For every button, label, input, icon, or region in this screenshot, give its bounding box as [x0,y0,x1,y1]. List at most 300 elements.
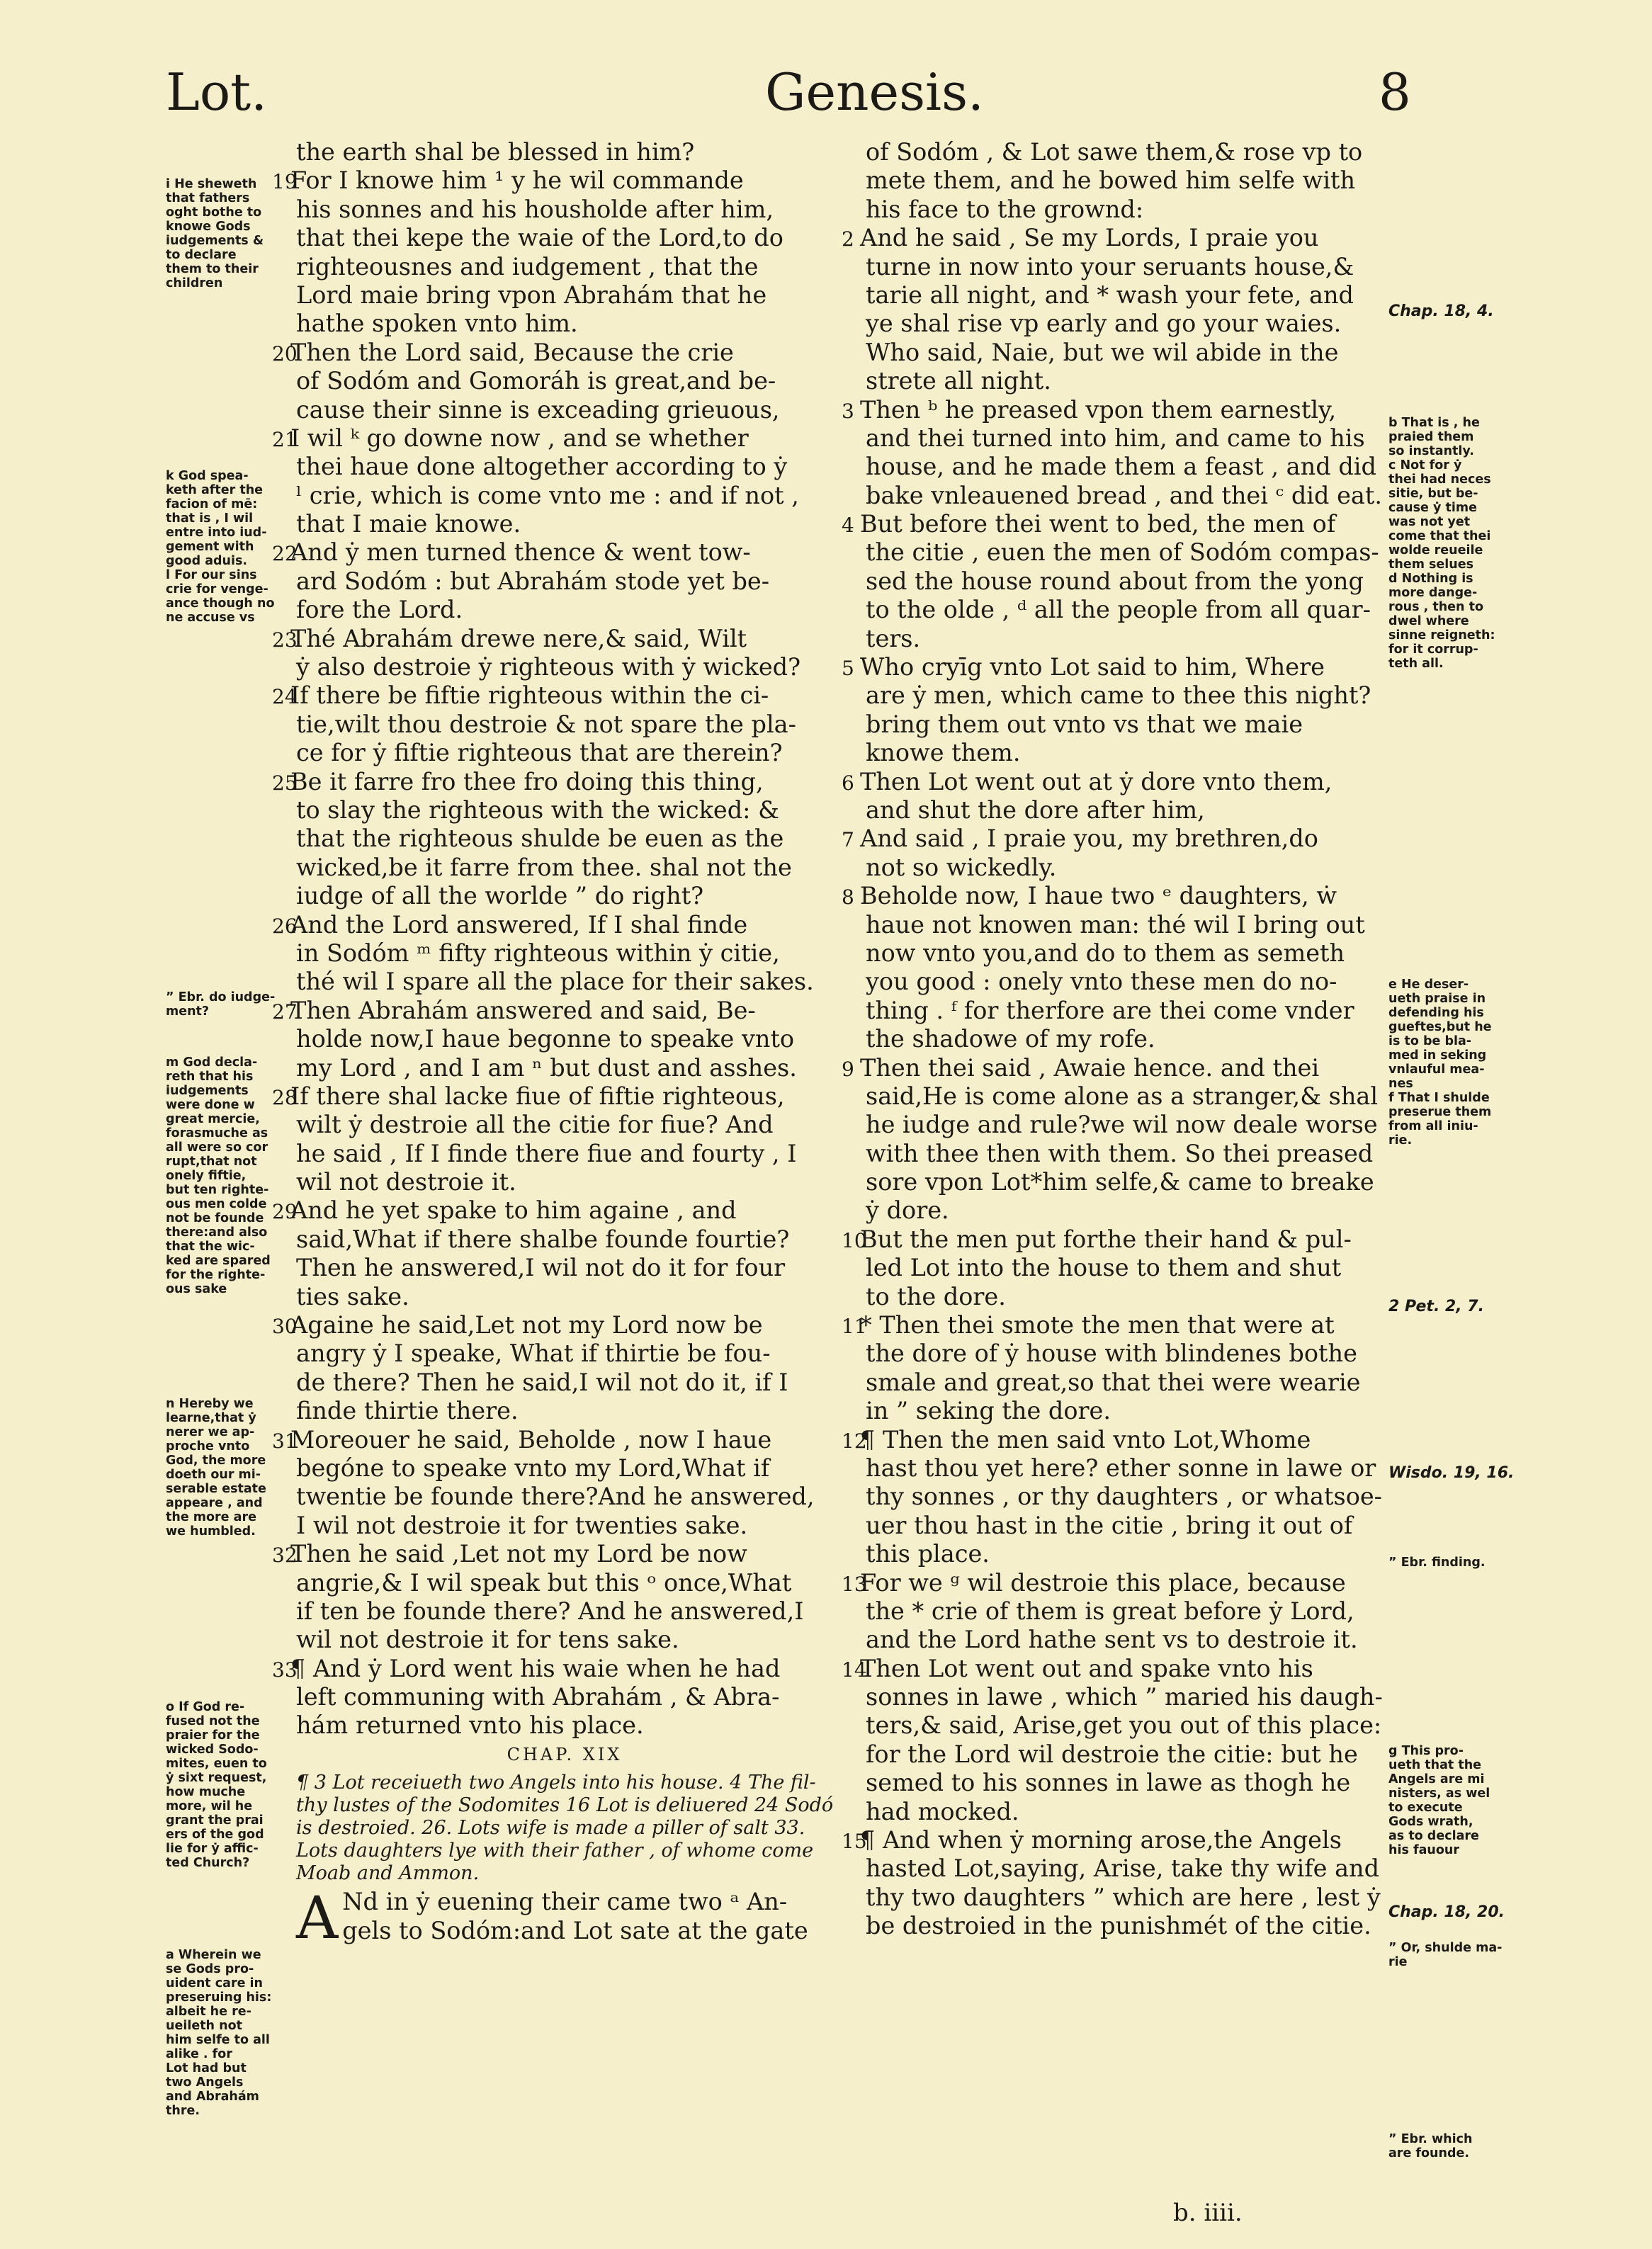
text-line [866,796,1387,825]
verse-text: that thei kepe the waie of the Lord,to do [296,224,783,252]
verse-text: Then Lot went out and spake vnto his [860,1654,1313,1682]
text-line [296,453,833,481]
text-line [866,310,1387,338]
verse-text: uer thou hast in the citie , bring it out of [866,1511,1353,1539]
verse-text: and the Lord hathe sent vs to destroie it. [866,1626,1358,1654]
text-line [866,596,1387,624]
text-line [296,196,833,224]
text-line [842,653,1387,681]
left-margin-note: n Hereby we learne,that ẏ nerer we ap- proche vnto God, the more doeth our mi- serable estate appeare , and the more are we humbled. [166,1397,266,1539]
text-line [866,1283,1387,1311]
right-margin-note: b That is , he praied them so instantly. c Not for ẏ thei had neces sitie, but be- cause ẏ time was not yet come that thei wolde reueile them selues d Nothing is more dange- rous , then to dwel where sinne reigneth: for it corrup- teth all. [1388,416,1495,671]
verse-text: the earth shal be blessed in him? [296,138,695,166]
left-margin-note: o If God re- fused not the praier for the wicked Sodo- mites, euen to ẏ sixt request, how muche more, wil he grant the prai ers of the god lie for ẏ affic- ted Church? [166,1700,267,1870]
text-line [866,1883,1387,1912]
verse-text: angry ẏ I speake, What if thirtie be fou- [296,1339,771,1368]
text-line [866,482,1387,510]
text-line [866,1912,1387,1940]
verse-text: you good : onely vnto these men do no- [866,968,1337,996]
text-line [296,1483,833,1511]
verse-text: house, and he made them a feast , and did [866,453,1376,481]
text-line [842,395,1387,424]
chapter-opening [296,1885,833,1953]
verse-text: Moreouer he said, Beholde , now I haue [290,1425,772,1454]
right-margin-note: Chap. 18, 4. [1388,302,1494,320]
verse-number: 2 [842,227,854,251]
verse-text: Who said, Naie, but we wil abide in the [866,338,1339,366]
right-margin-note: ” Or, shulde ma- rie [1388,1941,1503,1969]
chapter-heading: CHAP. XIX [507,1744,623,1764]
text-line [866,196,1387,224]
text-line [296,1597,833,1626]
text-line [866,1626,1387,1654]
verse-text: ce for ẏ fiftie righteous that are therein? [296,739,783,767]
text-line [866,1196,1387,1225]
verse-text: for the Lord wil destroie the citie: but he [866,1740,1358,1768]
verse-text: my Lord , and I am ⁿ but dust and asshes. [296,1053,797,1082]
right-margin-note: ” Ebr. which are founde. [1388,2132,1473,2160]
verse-number: 12 [842,1429,867,1453]
text-line [866,1512,1387,1540]
text-line [866,281,1387,310]
verse-text: Beholde now, I haue two ᵉ daughters, ẇ [860,882,1337,910]
text-line [296,396,833,424]
verse-text: For we ᵍ wil destroie this place, because [860,1568,1346,1597]
text-line [866,1540,1387,1568]
text-line [296,1626,833,1654]
verse-text: thy two daughters ” which are here , lest ẏ [866,1883,1381,1911]
verse-text: ye shal rise vp early and go your waies. [866,310,1342,338]
text-line [272,424,833,453]
verse-text: wilt ẏ destroie all the citie for fiue? And [296,1111,774,1139]
verse-number: 22 [272,542,298,566]
verse-text: ard Sodóm : but Abrahám stode yet be- [296,567,770,595]
text-line [296,1512,833,1540]
verse-text: ˡ crie, which is come vnto me : and if not , [296,481,799,509]
verse-number: 26 [272,914,298,938]
verse-number: 28 [272,1085,298,1109]
verse-text: Then Lot went out at ẏ dore vnto them, [860,767,1333,795]
text-line [296,1140,833,1168]
verse-text: begóne to speake vnto my Lord,What if [296,1454,770,1482]
text-line [272,624,833,653]
text-line [296,367,833,395]
verse-text: If there shal lacke fiue of fiftie righteous, [290,1082,785,1110]
text-line [296,968,833,996]
text-line [272,1425,833,1454]
text-line [272,1540,833,1568]
text-line [866,253,1387,281]
verse-text: are ẏ men, which came to thee this night? [866,681,1371,710]
verse-text: I wil not destroie it for twenties sake. [296,1511,748,1539]
text-line [296,1683,833,1711]
right-margin-note: Wisdo. 19, 16. [1388,1464,1515,1482]
verse-number: 11 [842,1315,867,1339]
left-margin-note: ” Ebr. do iudge- ment? [166,990,276,1019]
verse-text: If there be fiftie righteous within the ci- [290,681,769,710]
verse-text: holde now,I haue begonne to speake vnto [296,1025,795,1053]
text-line [296,1283,833,1311]
verse-number: 20 [272,341,298,366]
verse-number: 21 [272,427,298,451]
verse-text: to slay the righteous with the wicked: & [296,795,779,824]
text-line [842,1568,1387,1597]
verse-text: and shut the dore after him, [866,795,1205,824]
verse-text: Thé Abrahám drewe nere,& said, Wilt [290,624,747,652]
text-line [866,1740,1387,1769]
text-line [296,1397,833,1425]
text-line [866,1111,1387,1139]
verse-text: of Sodóm and Gomoráh is great,and be- [296,367,776,395]
verse-text: Then he said ,Let not my Lord be now [290,1540,747,1568]
text-line [272,767,833,796]
text-line [842,1311,1387,1339]
text-line [866,567,1387,596]
verse-text: that I maie knowe. [296,510,521,538]
verse-number: 24 [272,685,298,709]
text-line [866,1798,1387,1826]
text-line [866,1339,1387,1368]
verse-text: Then he answered,I wil not do it for four [296,1254,786,1282]
text-line [272,1311,833,1339]
chapter-summary-line: Moab and Ammon. [296,1862,480,1885]
text-line [296,739,833,767]
verse-text: to the dore. [866,1282,1006,1310]
text-line [866,1711,1387,1740]
verse-text: tie,wilt thou destroie & not spare the pla- [296,710,796,738]
verse-number: 9 [842,1057,854,1081]
text-line [272,996,833,1025]
verse-text: that the righteous shulde be euen as the [296,825,784,853]
verse-text: sonnes in lawe , which ” maried his daugh- [866,1683,1383,1711]
right-margin-note: e He deser- ueth praise in defending his gueftes,but he is to be bla- med in seking vnlauful mea- nes f That I shulde preserue them from all iniu- rie. [1388,978,1492,1148]
verse-text: smale and great,so that thei were wearie [866,1368,1361,1396]
text-line [296,138,833,166]
verse-text: ¶ Then the men said vnto Lot,Whome [860,1425,1311,1454]
verse-text: the dore of ẏ house with blindenes bothe [866,1339,1357,1368]
text-line [866,1082,1387,1111]
verse-text: Be it farre fro thee fro doing this thing, [290,767,764,795]
verse-text: said,What if there shalbe founde fourtie? [296,1225,790,1253]
verse-text: And the Lord answered, If I shal finde [290,910,748,939]
text-line [296,596,833,624]
text-line [842,1425,1387,1454]
running-head-left: Lot. [166,62,267,122]
chapter-summary-line: Lots daughters lye with their father , of whome come [296,1840,814,1862]
verse-text: knowe them. [866,739,1021,767]
verse-text: mete them, and he bowed him selfe with [866,166,1356,195]
verse-text: thé wil I spare all the place for their sakes. [296,968,814,996]
text-line [866,1168,1387,1196]
verse-text: But before thei went to bed, the men of [860,510,1336,538]
text-line [842,1654,1387,1683]
text-line: gels to Sodóm:and Lot sate at the gate [342,1916,808,1944]
verse-text: sed the house round about from the yong [866,567,1364,595]
verse-number: 15 [842,1830,867,1854]
text-line [866,1454,1387,1483]
text-line [272,681,833,710]
verse-text: his sonnes and his housholde after him, [296,195,774,223]
text-line [296,1111,833,1139]
verse-text: thing . ᶠ for therfore are thei come vnder [866,996,1354,1024]
text-line [296,1569,833,1597]
verse-number: 6 [842,771,854,795]
text-line [866,1769,1387,1797]
text-line [296,310,833,338]
text-line [866,1397,1387,1425]
verse-text: and thei turned into him, and came to his [866,424,1365,452]
text-line [842,882,1387,910]
text-line [866,939,1387,968]
right-margin-note: 2 Pet. 2, 7. [1388,1298,1484,1315]
text-line [296,1711,833,1740]
verse-text: wil not destroie it for tens sake. [296,1626,679,1654]
left-margin-note: m God decla- reth that his iudgements were done w great mercie, forasmuche as all were so cor rupt,that not onely fiftie, but ten righte- ous men colde not be founde there:and also that the wic- ked are spared for the righte- ous sake [166,1055,271,1296]
verse-number: 29 [272,1200,298,1224]
verse-number: 23 [272,628,298,652]
verse-text: of Sodóm , & Lot sawe them,& rose vp to [866,138,1363,166]
verse-number: 10 [842,1228,867,1252]
verse-text: in Sodóm ᵐ fifty righteous within ẏ citie, [296,939,780,967]
verse-text: Lord maie bring vpon Abrahám that he [296,281,767,309]
verse-text: haue not knowen man: thé wil I bring out [866,910,1365,939]
text-line [296,567,833,596]
verse-text: wicked,be it farre from thee. shal not the [296,853,792,881]
text-line [866,625,1387,653]
text-line [866,681,1387,710]
verse-text: ters. [866,624,921,652]
verse-text: hasted Lot,saying, Arise, take thy wife and [866,1854,1380,1883]
text-line [296,1054,833,1082]
verse-number: 7 [842,828,854,852]
left-text-column [272,138,834,1953]
text-line [842,224,1387,252]
verse-text: * Then thei smote the men that were at [860,1311,1335,1339]
text-line [866,424,1387,453]
text-line [296,653,833,681]
verse-text: And ẏ men turned thence & went tow- [290,538,751,567]
verse-text: Againe he said,Let not my Lord now be [290,1311,763,1339]
verse-number: 14 [842,1658,867,1682]
verse-number: 30 [272,1315,298,1339]
verse-text: with thee then with them. So thei preased [866,1139,1374,1167]
verse-text: left communing with Abrahám , & Abra- [296,1683,780,1711]
text-line [866,710,1387,739]
text-line [272,166,833,195]
verse-text: Then thei said , Awaie hence. and thei [860,1053,1320,1082]
verse-text: now vnto you,and do to them as semeth [866,939,1345,967]
verse-text: thy sonnes , or thy daughters , or whatsoe- [866,1483,1383,1511]
text-line [866,968,1387,996]
left-margin-note: a Wherein we se Gods pro- uident care in preseruing his: albeit he re- ueileth not him selfe to all alike . for Lot had but two Angels and Abrahám thre. [166,1948,272,2118]
chapter-summary-line: thy lustes of the Sodomites 16 Lot is deliuered 24 Sodó [296,1794,834,1817]
verse-text: his face to the grownd: [866,195,1144,223]
verse-text: turne in now into your seruants house,& [866,252,1354,281]
verse-number: 32 [272,1543,298,1568]
text-line [866,1854,1387,1883]
text-line [866,166,1387,195]
text-line [866,138,1387,166]
verse-text: hám returned vnto his place. [296,1711,644,1740]
text-line [272,338,833,367]
text-line [842,1053,1387,1082]
text-line [296,1254,833,1282]
text-line [866,854,1387,882]
text-line [272,538,833,567]
verse-text: de there? Then he said,I wil not do it, if I [296,1368,788,1396]
verse-text: this place. [866,1540,990,1568]
left-margin-note: k God spea- keth after the facion of mē: that is , I wil entre into iud- gement with good aduis. l For our sins crie for venge- ance though no ne accuse vs [166,469,275,625]
text-line [866,739,1387,767]
right-margin-note: ” Ebr. finding. [1388,1556,1486,1570]
text-line [866,1683,1387,1711]
text-line [296,510,833,538]
verse-number: 33 [272,1658,298,1682]
left-margin-note: i He sheweth that fathers oght bothe to knowe Gods iudgements & to declare them to their children [166,177,264,290]
verse-text: ties sake. [296,1282,409,1310]
verse-text: hast thou yet here? ether sonne in lawe or [866,1454,1376,1482]
verse-text: For I knowe him ¹ y he wil commande [290,166,744,195]
verse-text: I wil ᵏ go downe now , and se whether [290,424,749,452]
verse-number: 31 [272,1429,298,1453]
text-line [296,1025,833,1053]
book-title: Genesis. [765,62,984,122]
text-line [296,796,833,825]
text-line [842,767,1387,796]
verse-text: to the olde , ᵈ all the people from all quar- [866,596,1371,624]
verse-number: 5 [842,657,854,681]
verse-number: 13 [842,1572,867,1596]
verse-text: ¶ And when ẏ morning arose,the Angels [860,1826,1342,1854]
text-line [272,1196,833,1225]
text-line [296,1454,833,1483]
verse-text: if ten be founde there? And he answered,I [296,1597,804,1625]
text-line [866,1369,1387,1397]
text-line [842,825,1387,853]
verse-text: iudge of all the worlde ” do right? [296,882,704,910]
verse-text: strete all night. [866,367,1051,395]
text-line [866,367,1387,395]
text-line [296,224,833,252]
text-line [866,1597,1387,1626]
text-line [866,538,1387,567]
text-line [842,1826,1387,1854]
verse-text: cause their sinne is exceading grieuous, [296,395,780,424]
text-line [296,825,833,853]
verse-text: angrie,& I wil speak but this ᵒ once,What [296,1568,792,1597]
drop-cap: A [296,1885,339,1953]
verse-number: 25 [272,771,298,795]
verse-text: hathe spoken vnto him. [296,310,578,338]
text-line [866,1140,1387,1168]
text-line [296,482,833,510]
verse-text: in ” seking the dore. [866,1397,1111,1425]
right-margin-note: g This pro- ueth that the Angels are mi nisters, as wel to execute Gods wrath, as to declare his fauour [1388,1744,1490,1857]
text-line [296,882,833,910]
verse-text: And he yet spake to him againe , and [290,1196,737,1225]
text-line [296,281,833,310]
verse-text: led Lot into the house to them and shut [866,1254,1342,1282]
verse-text: semed to his sonnes in lawe as thogh he [866,1769,1351,1797]
verse-text: he said , If I finde there fiue and fourty , I [296,1139,797,1167]
verse-text: Then the Lord said, Because the crie [290,338,734,366]
chapter-summary-line: is destroied. 26. Lots wife is made a piller of salt 33. [296,1817,805,1840]
text-line [296,854,833,882]
text-line [296,1225,833,1254]
text-line [866,1025,1387,1053]
verse-text: be destroied in the punishmét of the citie. [866,1912,1371,1940]
text-line [272,910,833,939]
text-line [296,1339,833,1368]
verse-number: 8 [842,885,854,910]
verse-text: sore vpon Lot*him selfe,& came to breake [866,1168,1374,1196]
verse-text: Then Abrahám answered and said, Be- [290,996,756,1024]
verse-number: 3 [842,399,854,423]
verse-text: Who cryīg vnto Lot said to him, Where [860,653,1325,681]
text-line [296,1369,833,1397]
text-line [866,1254,1387,1282]
verse-text: had mocked. [866,1797,1019,1825]
text-line [296,1168,833,1196]
verse-text: not so wickedly. [866,853,1057,881]
text-line [842,1225,1387,1254]
text-line [296,939,833,968]
right-margin-note: Chap. 18, 20. [1388,1903,1505,1921]
verse-text: ẏ dore. [866,1196,949,1225]
signature-mark: b. iiii. [1173,2199,1243,2227]
verse-text: the shadowe of my rofe. [866,1025,1155,1053]
text-line [866,339,1387,367]
text-line [866,1483,1387,1511]
verse-text: twentie be founde there?And he answered, [296,1483,815,1511]
text-line [272,1654,833,1683]
verse-text: And said , I praie you, my brethren,do [860,825,1318,853]
chapter-summary-line: ¶ 3 Lot receiueth two Angels into his house. 4 The fil- [296,1772,816,1794]
text-line [296,253,833,281]
verse-number: 19 [272,170,298,194]
verse-text: the * crie of them is great before ẏ Lord, [866,1597,1354,1625]
text-line [866,453,1387,481]
text-line [866,911,1387,939]
right-text-column [842,138,1387,1941]
text-line [272,1082,833,1111]
verse-text: said,He is come alone as a stranger,& shal [866,1082,1379,1110]
verse-text: ¶ And ẏ Lord went his waie when he had [290,1654,781,1682]
text-line [866,997,1387,1025]
text-line: Nd in ẏ euening their came two ᵃ An- [342,1888,788,1916]
verse-text: ẏ also destroie ẏ righteous with ẏ wicked? [296,653,801,681]
folio-number: 8 [1379,62,1411,122]
verse-text: bring them out vnto vs that we maie [866,710,1303,738]
verse-text: thei haue done altogether according to ẏ [296,453,788,481]
verse-text: But the men put forthe their hand & pul- [860,1225,1352,1253]
verse-text: he iudge and rule?we wil now deale worse [866,1111,1378,1139]
verse-text: wil not destroie it. [296,1168,516,1196]
verse-text: the citie , euen the men of Sodóm compas- [866,538,1379,567]
verse-text: righteousnes and iudgement , that the [296,252,759,281]
text-line [842,510,1387,538]
text-line [296,710,833,739]
verse-text: Then ᵇ he preased vpon them earnestly, [860,395,1337,424]
verse-text: ters,& said, Arise,get you out of this place: [866,1711,1382,1740]
verse-text: tarie all night, and * wash your fete, and [866,281,1354,309]
verse-text: fore the Lord. [296,596,463,624]
verse-text: And he said , Se my Lords, I praie you [860,224,1319,252]
verse-text: bake vnleauened bread , and thei ᶜ did eat. [866,481,1383,509]
verse-number: 27 [272,999,298,1024]
verse-number: 4 [842,514,854,538]
verse-text: finde thirtie there. [296,1397,519,1425]
